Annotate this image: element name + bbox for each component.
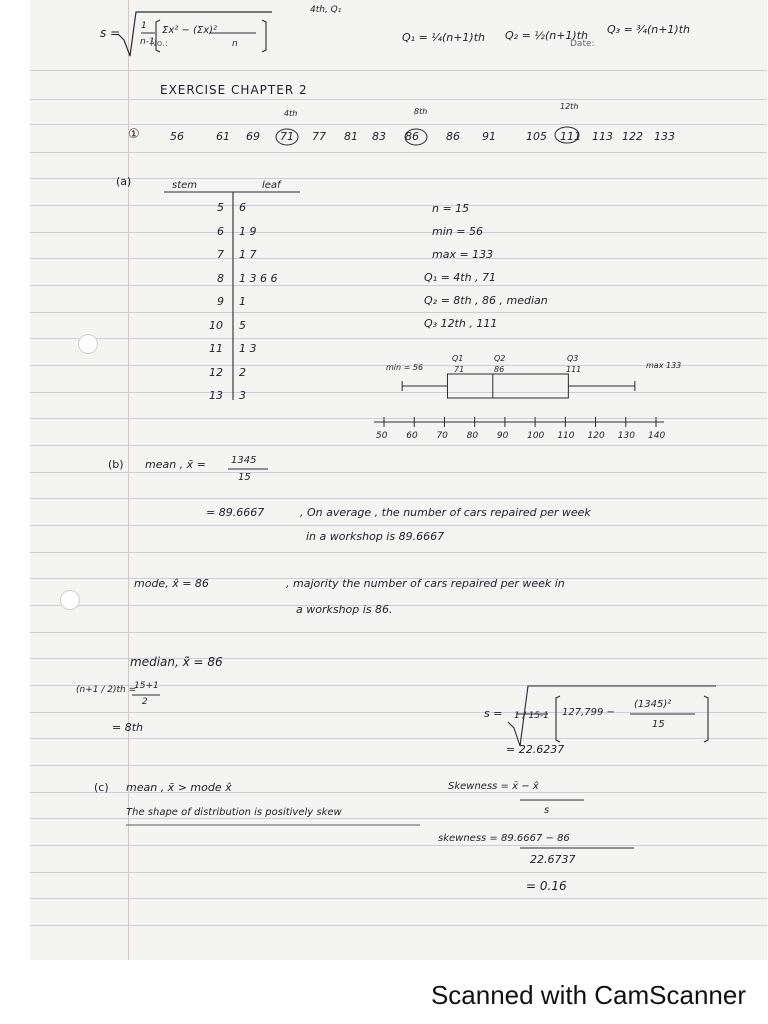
camscanner-watermark: Scanned with CamScanner (430, 980, 746, 1010)
data-value: 122 (622, 130, 643, 143)
boxplot-q1-value: 71 (454, 365, 465, 374)
summary-line: Q₂ = 8th , 86 , median (424, 294, 548, 307)
mean-interpretation-1: , On average , the number of cars repaired per week (300, 506, 591, 519)
boxplot-axis (374, 417, 664, 427)
sd-fraction: 1 / 15-1 (514, 711, 549, 721)
formula-s-sum: Σx² − (Σx)² (162, 25, 218, 36)
distribution-shape: The shape of distribution is positively skew (126, 807, 342, 818)
data-value: 61 (216, 130, 230, 143)
data-value: 111 (560, 130, 581, 143)
summary-line: max = 133 (432, 248, 494, 261)
mode-interpretation-2: a workshop is 86. (296, 603, 393, 616)
axis-tick-label: 80 (466, 431, 479, 441)
data-value: 69 (246, 130, 260, 143)
leaf-value: 1 7 (239, 248, 257, 261)
data-value: 56 (170, 130, 184, 143)
mark-4th: 4th (284, 109, 298, 118)
skewness-sub-denominator: 22.6737 (530, 853, 576, 866)
sd-result: = 22.6237 (506, 743, 565, 756)
leaf-value: 3 (239, 389, 246, 402)
box (447, 374, 568, 398)
stem-value: 11 (209, 342, 223, 355)
leaf-value: 1 9 (239, 224, 257, 238)
formula-s-one: 1 (141, 21, 147, 31)
leaf-value: 1 (239, 295, 246, 308)
boxplot-min-label: min = 56 (386, 363, 424, 372)
sd-square-denominator: 15 (652, 719, 665, 730)
mean-interpretation-2: in a workshop is 89.6667 (306, 530, 445, 543)
boxplot-q1-label: Q1 (452, 354, 464, 363)
leaf-value: 2 (239, 365, 246, 379)
printed-no: No.: (150, 39, 168, 49)
summary-line: Q₃ 12th , 111 (424, 317, 498, 330)
boxplot-q3-label: Q3 (567, 354, 579, 363)
summary-line: Q₁ = 4th , 71 (424, 271, 497, 284)
axis-tick-label: 100 (527, 431, 545, 441)
mark-12th: 12th (560, 102, 579, 111)
skewness-result: = 0.16 (526, 879, 567, 893)
leaf-value: 5 (239, 318, 246, 332)
data-value: 133 (654, 130, 675, 143)
mean-numerator: 1345 (231, 455, 257, 466)
data-value: 86 (405, 130, 419, 143)
axis-tick-label: 90 (496, 431, 509, 441)
axis-tick-label: 140 (648, 431, 666, 441)
leaf-value: 1 3 (239, 342, 257, 355)
axis-tick-label: 120 (587, 431, 605, 441)
skewness-substitution: skewness = 89.6667 − 86 (438, 833, 570, 844)
top-note: 4th, Q₁ (310, 5, 342, 15)
skewness-denominator: s (544, 805, 550, 816)
stem-value: 6 (217, 224, 224, 238)
data-value: 86 (446, 130, 460, 143)
mean-denominator: 15 (238, 472, 251, 483)
formula-s-n: n (232, 39, 238, 49)
q3-formula: Q₃ = ¾(n+1)th (607, 23, 690, 36)
part-c-label: (c) (94, 781, 109, 794)
mean-mode-comparison: mean , x̄ > mode x̂ (126, 781, 232, 794)
skewness-formula: Skewness = x̄ − x̂ (448, 781, 539, 792)
part-a-label: (a) (116, 175, 132, 188)
boxplot (402, 374, 635, 398)
stem-value: 10 (209, 318, 223, 332)
formula-s-label: s = (100, 26, 121, 40)
summary-line: min = 56 (432, 225, 483, 238)
median-numerator: 15+1 (134, 681, 159, 691)
exercise-title: EXERCISE CHAPTER 2 (160, 83, 308, 97)
axis-tick-label: 110 (557, 431, 575, 441)
mode-interpretation-1: , majority the number of cars repaired per week in (286, 577, 565, 590)
data-value: 91 (482, 130, 496, 143)
leaf-value: 1 3 6 6 (239, 271, 278, 285)
data-value: 113 (592, 130, 613, 143)
printed-date: Date: (570, 39, 595, 49)
q2-formula: Q₂ = ½(n+1)th (505, 29, 588, 42)
leaf-header: leaf (262, 180, 281, 191)
stem-value: 12 (209, 365, 223, 379)
data-value: 81 (344, 130, 358, 143)
stem-value: 5 (217, 201, 224, 214)
data-value: 105 (526, 130, 547, 143)
median-line: median, x̃ = 86 (130, 655, 223, 669)
leaf-value: 6 (239, 201, 246, 214)
part-b-label: (b) (108, 458, 124, 471)
mean-result: = 89.6667 (206, 506, 265, 519)
summary-line: n = 15 (432, 202, 470, 215)
stem-value: 8 (217, 271, 224, 285)
question-number: ① (128, 127, 140, 142)
boxplot-q2-value: 86 (494, 365, 505, 374)
formula-s-n1: n-1 (140, 37, 155, 47)
data-value: 83 (372, 130, 386, 143)
axis-tick-label: 130 (617, 431, 635, 441)
stem-value: 9 (217, 295, 224, 308)
boxplot-max-label: max 133 (646, 361, 682, 370)
axis-tick-label: 50 (376, 431, 388, 441)
stem-header: stem (172, 180, 198, 191)
sd-sum: 127,799 − (562, 707, 615, 718)
mean-line: mean , x̄ = (145, 458, 206, 471)
sd-label: s = (484, 707, 503, 720)
boxplot-q2-label: Q2 (494, 354, 506, 363)
median-position-formula: (n+1 / 2)th = (76, 685, 137, 695)
axis-tick-label: 60 (406, 431, 418, 441)
stem-value: 13 (209, 389, 223, 402)
sd-square-numerator: (1345)² (634, 699, 672, 710)
q1-formula: Q₁ = ¼(n+1)th (402, 31, 485, 44)
median-result: = 8th (112, 721, 143, 734)
boxplot-q3-value: 111 (566, 365, 582, 374)
data-value: 71 (280, 130, 294, 143)
mark-8th: 8th (414, 107, 428, 116)
data-value: 77 (312, 130, 326, 143)
median-denominator: 2 (142, 697, 148, 707)
stem-value: 7 (217, 248, 224, 261)
axis-tick-label: 70 (436, 431, 448, 441)
mode-line: mode, x̂ = 86 (134, 577, 209, 590)
footer (0, 960, 768, 1024)
